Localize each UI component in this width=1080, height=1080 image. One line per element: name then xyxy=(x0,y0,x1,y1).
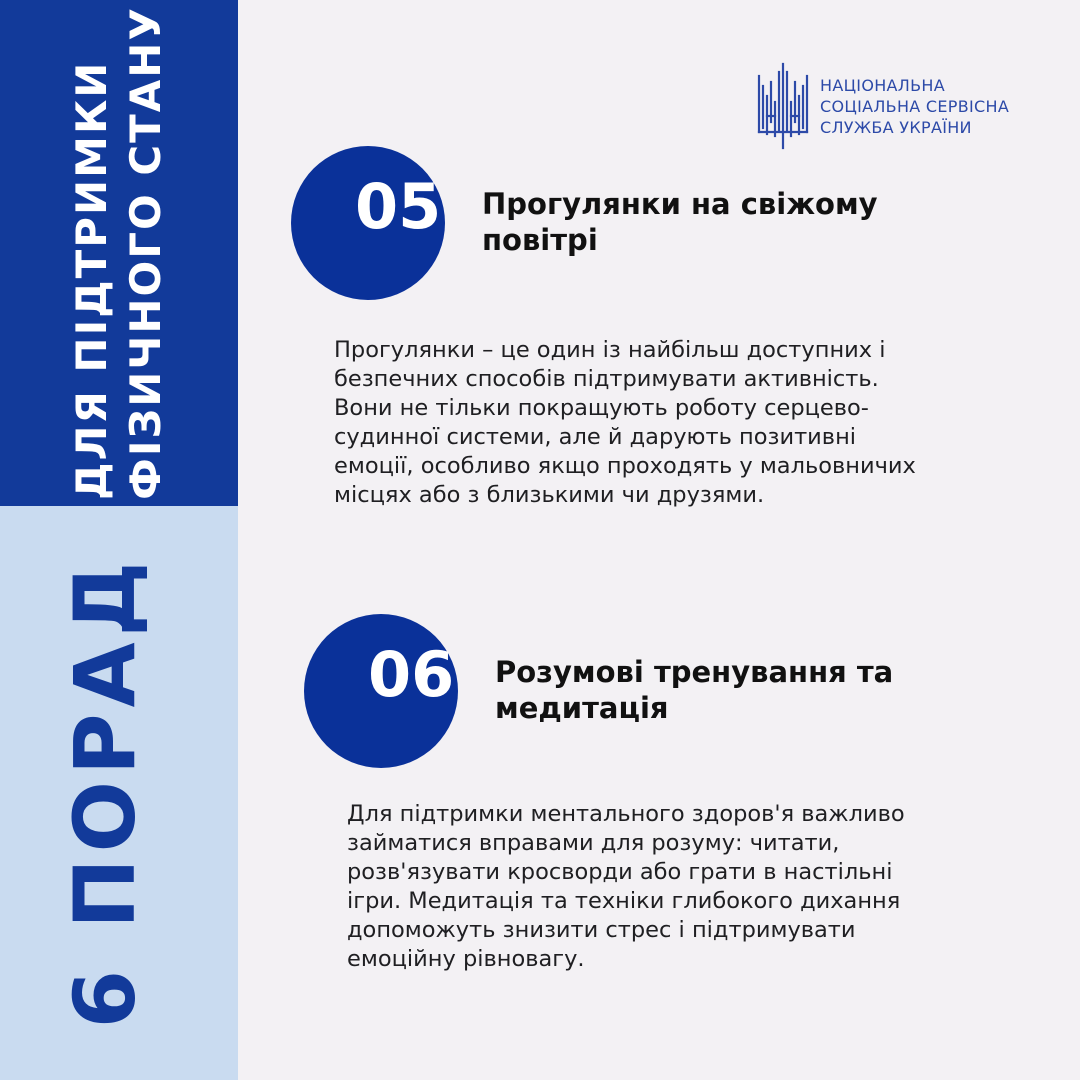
tip-title xyxy=(495,654,893,726)
tip-number: 05 xyxy=(355,170,442,243)
tip-title-line: повітрі xyxy=(482,223,598,257)
tip-body-line: розв'язувати кросворди або грати в настільні xyxy=(347,859,893,885)
sidebar-heading-line-1: ДЛЯ ПІДТРИМКИ xyxy=(67,60,116,500)
tip-body-line: емоції, особливо якщо проходять у мальовничих xyxy=(334,453,916,479)
tip-title-line: Прогулянки на свіжому xyxy=(482,187,878,221)
sidebar-heading-line-2: ФІЗИЧНОГО СТАНУ xyxy=(121,6,170,500)
tip-body-line: безпечних способів підтримувати активність. xyxy=(334,366,879,392)
tip-body xyxy=(334,336,916,510)
tip-number: 06 xyxy=(368,638,455,711)
tip-body-line: Вони не тільки покращують роботу серцево- xyxy=(334,395,869,421)
tip-body-line: допоможуть знизити стрес і підтримувати xyxy=(347,917,856,943)
trident-barcode-icon xyxy=(756,62,814,150)
tip-title-line: Розумові тренування та xyxy=(495,655,894,689)
tip-title-line: медитація xyxy=(495,691,669,725)
tip-body-line: Для підтримки ментального здоров'я важливо xyxy=(347,801,905,827)
nssu-logo xyxy=(756,62,1009,150)
tip-body-line: ігри. Медитація та техніки глибокого дихання xyxy=(347,888,901,914)
tip-body-line: судинної системи, але й дарують позитивні xyxy=(334,424,857,450)
logo-line-1: НАЦІОНАЛЬНА xyxy=(820,75,945,95)
tip-body-line: Прогулянки – це один із найбільш доступних і xyxy=(334,337,886,363)
logo-line-2: СОЦІАЛЬНА СЕРВІСНА xyxy=(820,96,1010,116)
tip-body-line: емоційну рівновагу. xyxy=(347,946,585,972)
logo-line-3: СЛУЖБА УКРАЇНИ xyxy=(820,117,972,137)
tip-body-line: місцях або з близькими чи друзями. xyxy=(334,482,765,508)
logo-text xyxy=(820,75,1009,138)
tip-body xyxy=(347,800,905,974)
tip-title xyxy=(482,186,878,258)
sidebar-tips-count: 6 ПОРАД xyxy=(56,555,154,1029)
sidebar-heading xyxy=(65,6,173,500)
tip-body-line: займатися вправами для розуму: читати, xyxy=(347,830,840,856)
